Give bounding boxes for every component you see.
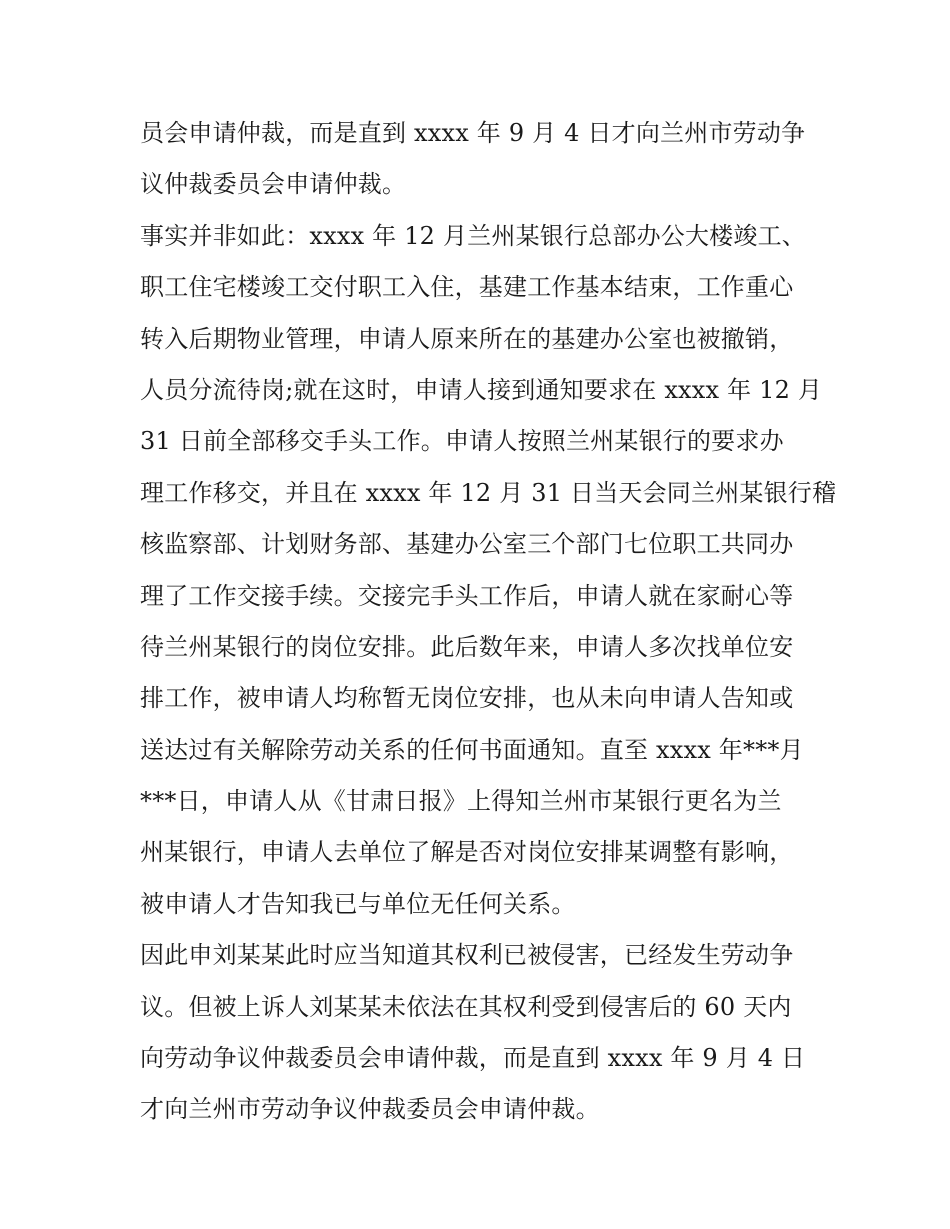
text-line: 31 日前全部移交手头工作。申请人按照兰州某银行的要求办 <box>140 427 784 456</box>
text-line: 州某银行，申请人去单位了解是否对岗位安排某调整有影响， <box>140 838 794 867</box>
text-line: 送达过有关解除劳动关系的任何书面通知。直至 xxxx 年***月 <box>140 735 804 764</box>
text-line: 事实并非如此：xxxx 年 12 月兰州某银行总部办公大楼竣工、 <box>140 221 806 250</box>
text-line: 因此申刘某某此时应当知道其权利已被侵害，已经发生劳动争 <box>140 941 794 970</box>
text-line: ***日，申请人从《甘肃日报》上得知兰州市某银行更名为兰 <box>140 787 782 816</box>
text-line: 职工住宅楼竣工交付职工入住，基建工作基本结束，工作重心 <box>140 273 794 302</box>
text-line: 转入后期物业管理，申请人原来所在的基建办公室也被撤销， <box>140 324 794 353</box>
text-line: 人员分流待岗;就在这时，申请人接到通知要求在 xxxx 年 12 月 <box>140 375 823 404</box>
text-line: 议。但被上诉人刘某某未依法在其权利受到侵害后的 60 天内 <box>140 992 792 1021</box>
text-line: 议仲裁委员会申请仲裁。 <box>140 170 407 199</box>
text-line: 才向兰州市劳动争议仲裁委员会申请仲裁。 <box>140 1095 600 1124</box>
text-line: 理工作移交，并且在 xxxx 年 12 月 31 日当天会同兰州某银行稽 <box>140 478 837 507</box>
text-line: 核监察部、计划财务部、基建办公室三个部门七位职工共同办 <box>140 530 794 559</box>
text-line: 员会申请仲裁，而是直到 xxxx 年 9 月 4 日才向兰州市劳动争 <box>140 119 806 147</box>
text-line: 待兰州某银行的岗位安排。此后数年来，申请人多次找单位安 <box>140 632 794 661</box>
text-line: 理了工作交接手续。交接完手头工作后，申请人就在家耐心等 <box>140 581 794 610</box>
text-line: 排工作，被申请人均称暂无岗位安排，也从未向申请人告知或 <box>140 684 794 713</box>
body-text <box>140 108 837 1136</box>
text-line: 向劳动争议仲裁委员会申请仲裁，而是直到 xxxx 年 9 月 4 日 <box>140 1044 806 1073</box>
text-line: 被申请人才告知我已与单位无任何关系。 <box>140 889 576 918</box>
